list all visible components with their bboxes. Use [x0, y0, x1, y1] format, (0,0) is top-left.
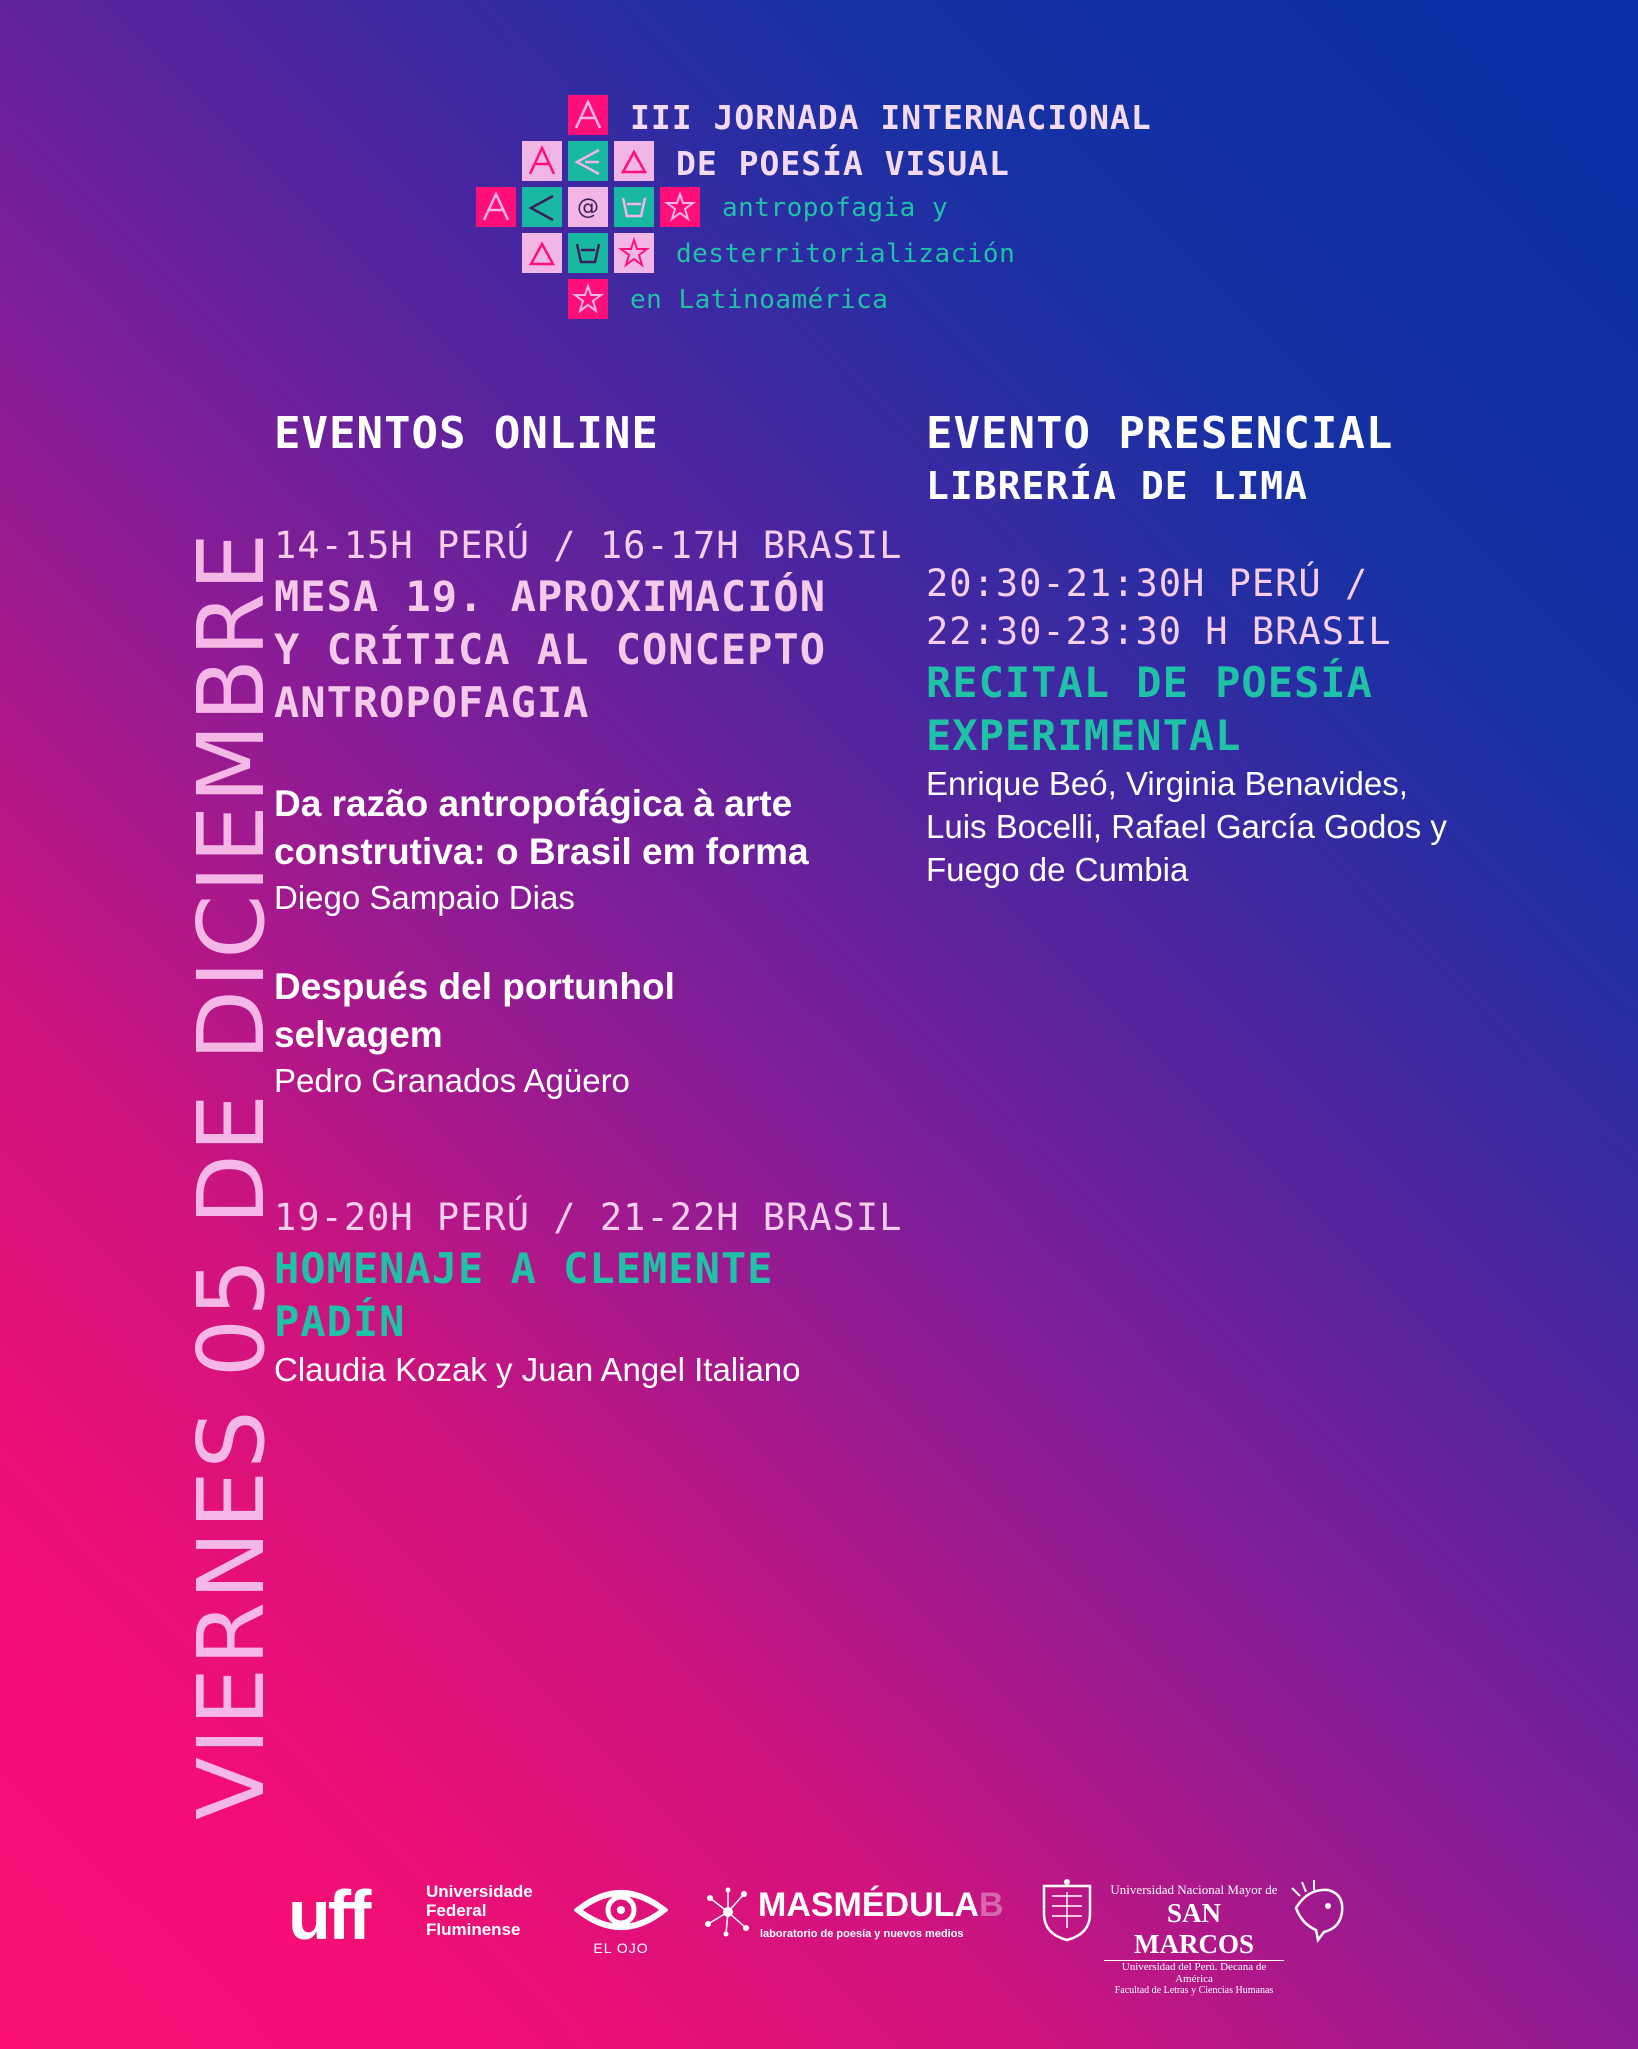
- triangle-glyph-icon: [522, 233, 562, 273]
- faculty-emblem-icon: [1288, 1878, 1354, 1944]
- crest-icon: [1038, 1878, 1096, 1942]
- letter-a-icon: [522, 141, 562, 181]
- talk-title: construtiva: o Brasil em forma: [274, 831, 809, 872]
- event-title: Y CRÍTICA AL CONCEPTO: [274, 625, 827, 674]
- uff-name: Universidade Federal Fluminense: [426, 1882, 533, 1939]
- letter-a-icon: [568, 95, 608, 135]
- talk-title: selvagem: [274, 1014, 443, 1055]
- uff-mark: uff: [288, 1876, 369, 1954]
- online-block-1: [274, 522, 902, 729]
- presencial-block: [926, 560, 1447, 891]
- online-section-title: EVENTOS ONLINE: [274, 408, 659, 459]
- neuron-icon: [700, 1884, 756, 1940]
- talk-1: [274, 780, 809, 919]
- online-block-2: [274, 1194, 902, 1391]
- event-time: 19-20H PERÚ / 21-22H BRASIL: [274, 1196, 903, 1239]
- triangle-glyph-icon: [614, 141, 654, 181]
- event-title: EXPERIMENTAL: [926, 711, 1242, 760]
- star-glyph-icon: [660, 187, 700, 227]
- talk-speaker: Pedro Granados Agüero: [274, 1062, 630, 1099]
- event-subtitle-line3: en Latinoamérica: [630, 285, 889, 315]
- presencial-column: [926, 410, 1393, 508]
- event-time: 20:30-21:30H PERÚ /: [926, 562, 1369, 605]
- event-title: MESA 19. APROXIMACIÓN: [274, 572, 827, 621]
- event-title-line1: III JORNADA INTERNACIONAL: [630, 98, 1152, 137]
- san-marcos-line1: Universidad Nacional Mayor de: [1110, 1882, 1278, 1897]
- san-marcos-line3: Universidad del Perú. Decana de América: [1104, 1960, 1284, 1985]
- event-title: ANTROPOFAGIA: [274, 678, 590, 727]
- el-ojo-label: EL OJO: [593, 1940, 649, 1956]
- el-ojo-logo: [574, 1884, 668, 1956]
- talk-2: [274, 963, 675, 1102]
- cup-glyph-icon: [568, 233, 608, 273]
- event-time: 14-15H PERÚ / 16-17H BRASIL: [274, 524, 903, 567]
- event-time: 22:30-23:30 H BRASIL: [926, 610, 1392, 653]
- online-column: [274, 410, 659, 458]
- talk-title: Después del portunhol: [274, 966, 675, 1007]
- event-title: HOMENAJE A CLEMENTE: [274, 1244, 774, 1293]
- date-vertical: VIERNES 05 DE DICIEMBRE: [178, 530, 285, 1820]
- talk-title: Da razão antropofágica à arte: [274, 783, 793, 824]
- event-speakers: Claudia Kozak y Juan Angel Italiano: [274, 1351, 801, 1388]
- masmedula-tagline: laboratorio de poesía y nuevos medios: [760, 1928, 964, 1940]
- event-speakers: Luis Bocelli, Rafael García Godos y: [926, 808, 1447, 845]
- at-sign-icon: @: [568, 187, 608, 227]
- event-subtitle-line1: antropofagia y: [722, 193, 949, 223]
- event-title-line2: DE POESÍA VISUAL: [676, 144, 1010, 183]
- event-title: PADÍN: [274, 1297, 406, 1346]
- triangle-glyph-icon: [568, 141, 608, 181]
- event-speakers: Enrique Beó, Virginia Benavides,: [926, 765, 1408, 802]
- event-subtitle-line2: desterritorialización: [676, 239, 1016, 269]
- masmedula-suffix: B: [978, 1886, 1004, 1924]
- letter-a-icon: [476, 187, 516, 227]
- presencial-section-title: EVENTO PRESENCIAL: [926, 408, 1394, 459]
- triangle-glyph-icon: [522, 187, 562, 227]
- uff-logo: [288, 1876, 369, 1954]
- eye-icon: [574, 1884, 668, 1936]
- star-glyph-icon: [614, 233, 654, 273]
- san-marcos-name: SAN MARCOS: [1134, 1898, 1254, 1959]
- star-glyph-icon: [568, 279, 608, 319]
- event-title: RECITAL DE POESÍA: [926, 658, 1373, 707]
- masmedula-name: MASMÉDULA: [758, 1886, 979, 1924]
- san-marcos-line4: Facultad de Letras y Ciencias Humanas: [1114, 1985, 1274, 1996]
- event-speakers: Fuego de Cumbia: [926, 851, 1189, 888]
- cup-glyph-icon: [614, 187, 654, 227]
- venue: LIBRERÍA DE LIMA: [926, 464, 1309, 509]
- talk-speaker: Diego Sampaio Dias: [274, 879, 575, 916]
